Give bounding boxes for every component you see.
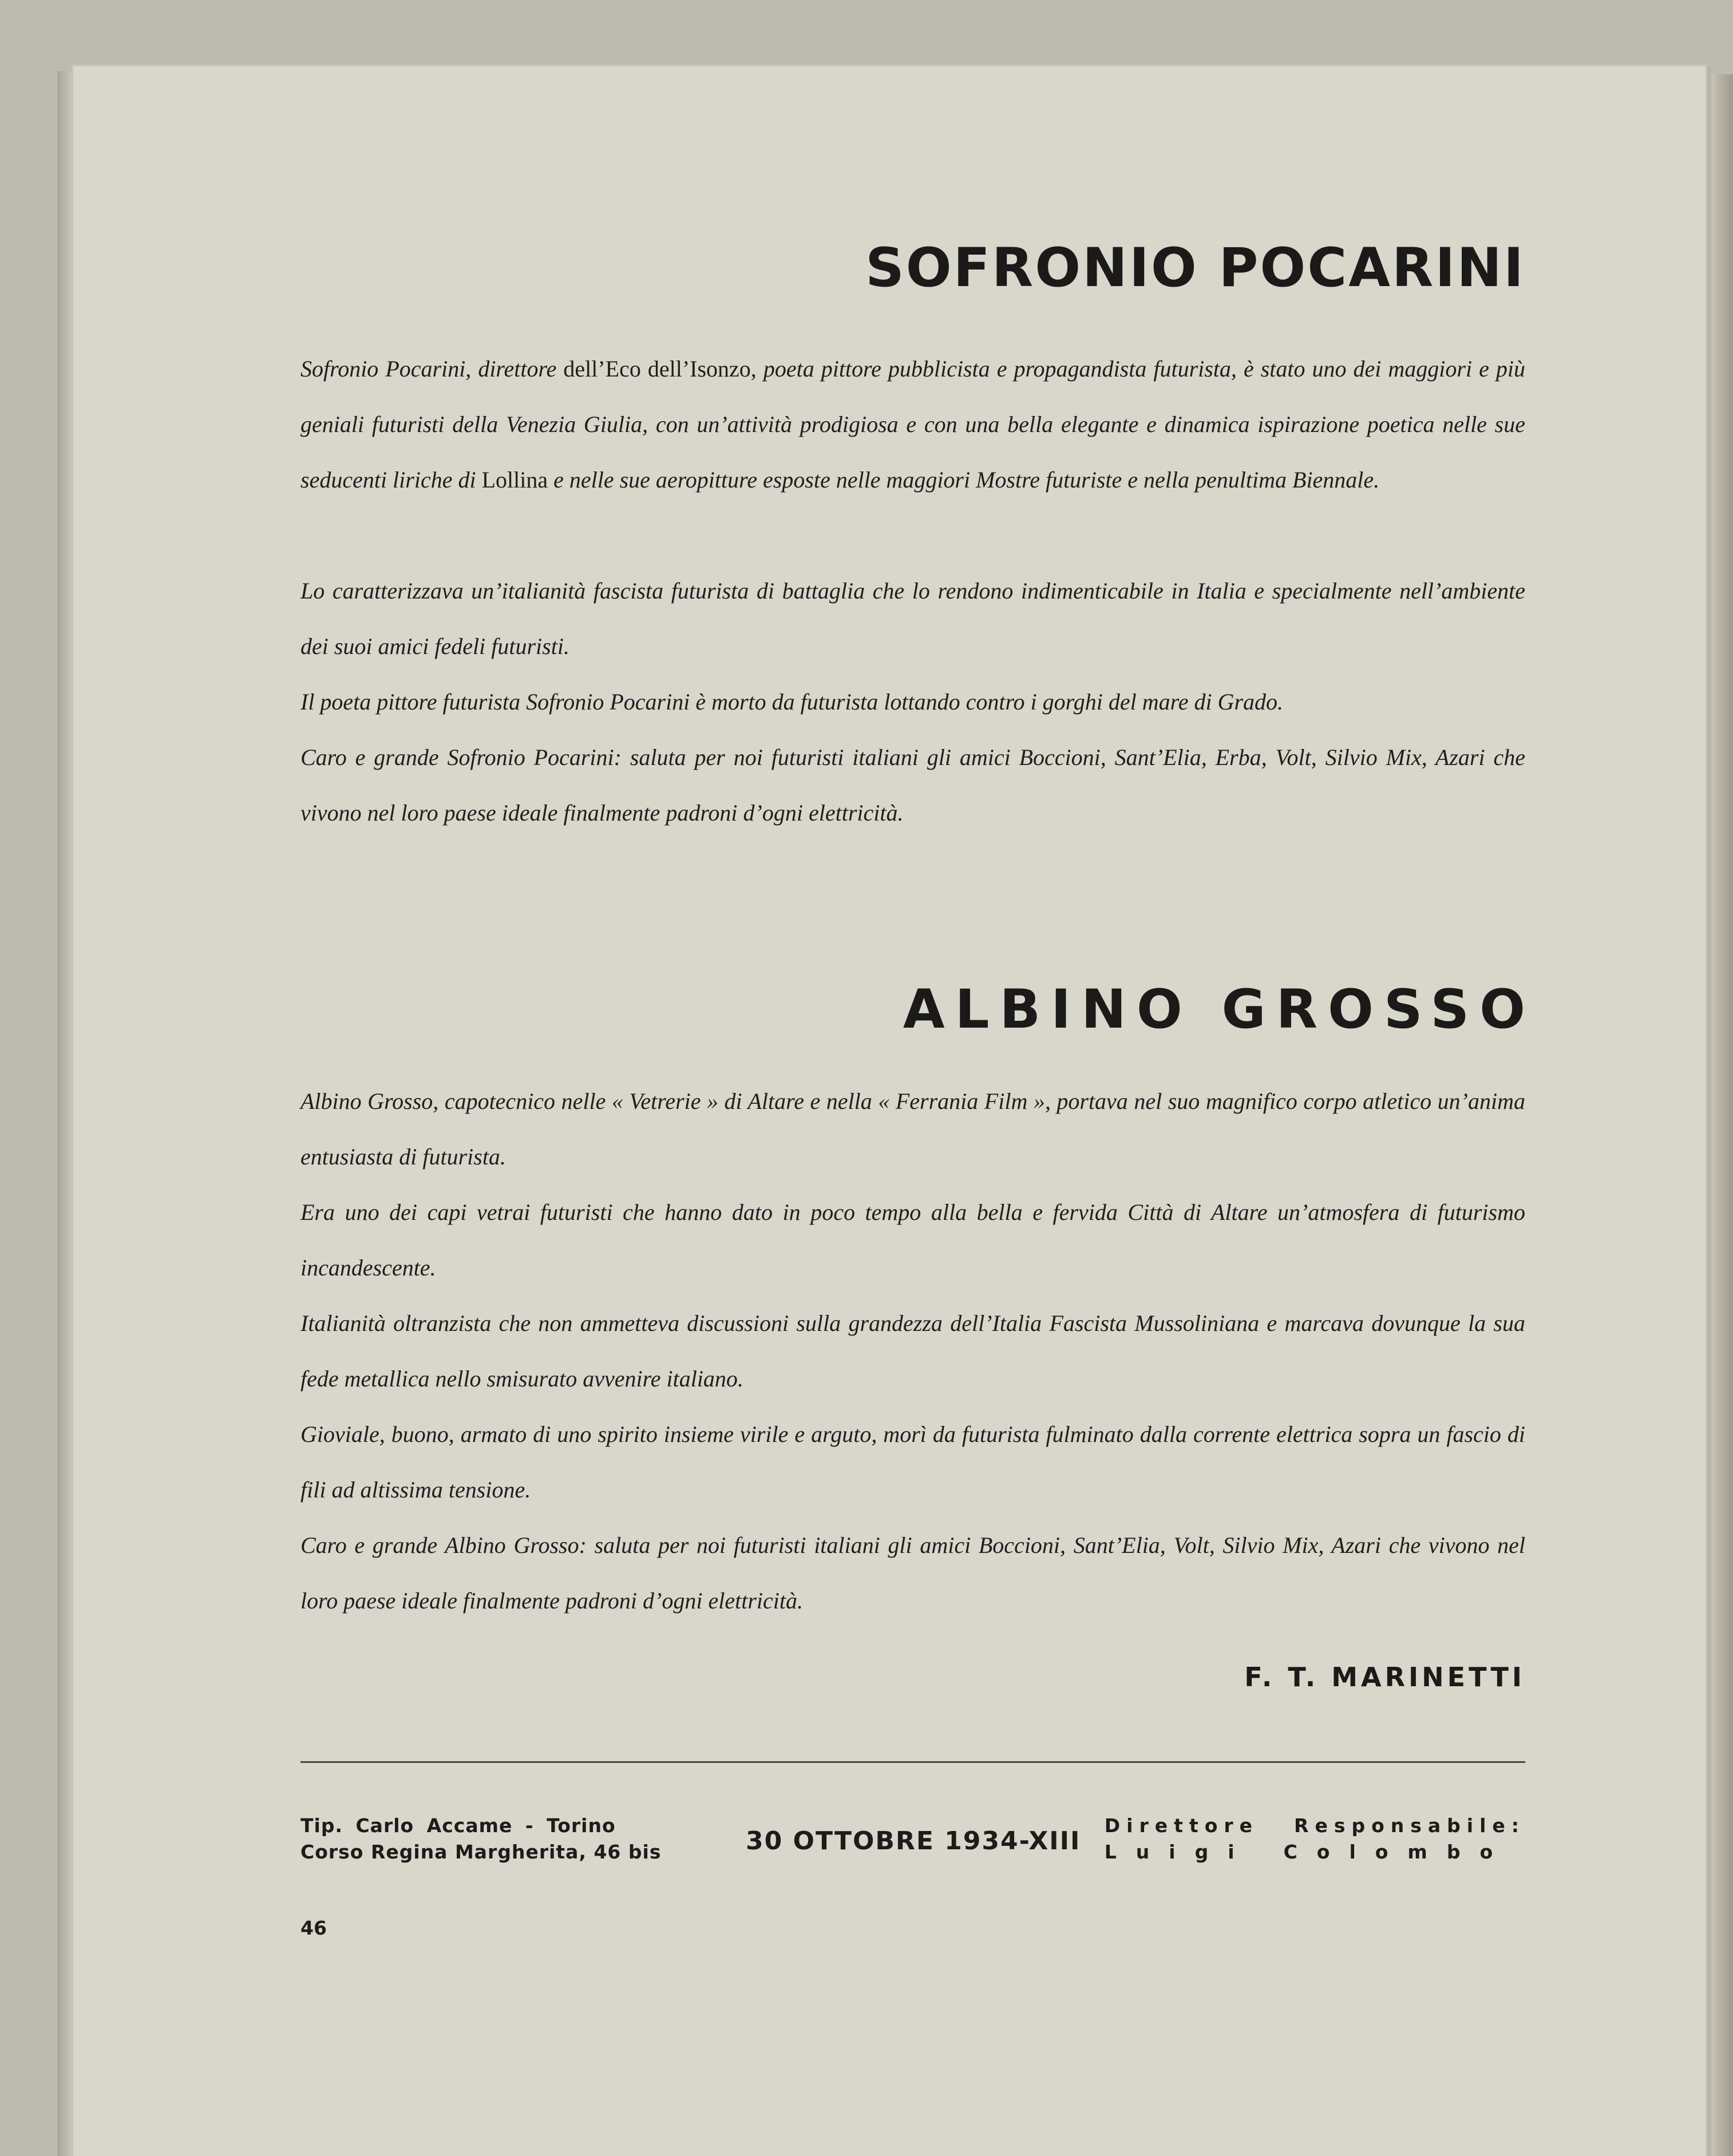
article-paragraph: Caro e grande Sofronio Pocarini: saluta per noi futuristi italiani gli amici Boccioni, Sant’Elia, Erba, Volt, Silvio Mix, Azari che vivono nel loro paese ideale finalmente padroni d’ogni elettricità. <box>300 744 1525 826</box>
work-title: Lollina <box>481 467 548 493</box>
director-label-row <box>1105 1813 1525 1839</box>
article-paragraph: Albino Grosso, capotecnico nelle « Vetrerie » di Altare e nella « Ferrania Film », portava nel suo magnifico corpo atletico un’anima entusiasta di futurista. <box>300 1088 1525 1170</box>
article-paragraph: Lo caratterizzava un’italianità fascista futurista di battaglia che lo rendono indimenticabile in Italia e specialmente nell’ambiente dei suoi amici fedeli futuristi. <box>300 578 1525 659</box>
article-paragraph: Era uno dei capi vetrai futuristi che hanno dato in poco tempo alla bella e fervida Città di Altare un’atmosfera di futurismo incandescente. <box>300 1199 1525 1281</box>
article-paragraph: Gioviale, buono, armato di uno spirito insieme virile e arguto, morì da futurista fulminato dalla corrente elettrica sopra un fascio di fili ad altissima tensione. <box>300 1421 1525 1503</box>
director-last-name: Colombo <box>1283 1841 1513 1863</box>
issue-date: 30 OTTOBRE 1934-XIII <box>746 1826 1081 1856</box>
article-paragraph: Caro e grande Albino Grosso: saluta per noi futuristi italiani gli amici Boccioni, Sant’Elia, Volt, Silvio Mix, Azari che vivono nel loro paese ideale finalmente padroni d’ogni elettricità. <box>300 1532 1525 1614</box>
director-name-row <box>1105 1839 1525 1865</box>
director-label: Direttore <box>1104 1814 1259 1837</box>
page-right-edge <box>1706 74 1733 2156</box>
printer-info <box>300 1813 661 1865</box>
article-title-grosso: ALBINO GROSSO <box>903 978 1536 1041</box>
article-title-pocarini: SOFRONIO POCARINI <box>865 237 1525 299</box>
paragraph-text: e nelle sue aeropitture esposte nelle maggiori Mostre futuriste e nella penultima Biennale. <box>548 467 1380 493</box>
printer-address: Corso Regina Margherita, 46 bis <box>300 1841 662 1863</box>
article-paragraph <box>300 341 1525 508</box>
page-left-edge <box>57 71 73 2156</box>
paragraph-text: Sofronio Pocarini, direttore <box>300 356 564 382</box>
paragraph-text: poeta pittore pubblicista e propagandista futurista, è stato uno dei maggiori e più geniali futuristi della Venezia Giulia, con un’attività prodigiosa e con una bella elegante e dinamica ispirazione poetica nelle sue seducenti liriche di <box>300 356 1525 493</box>
author-signature: F. T. MARINETTI <box>1244 1662 1525 1693</box>
footer-divider <box>300 1761 1525 1763</box>
director-info <box>1105 1813 1525 1865</box>
printer-line: Tip. Carlo Accame - Torino <box>300 1814 616 1837</box>
article-paragraph: Italianità oltranzista che non ammetteva discussioni sulla grandezza dell’Italia Fascista Mussoliniana e marcava dovunque la sua fede metallica nello smisurato avvenire italiano. <box>300 1310 1525 1392</box>
newspaper-name: dell’Eco dell’Isonzo, <box>563 356 757 382</box>
director-first-name: Luigi <box>1104 1841 1254 1863</box>
article-paragraph: Il poeta pittore futurista Sofronio Pocarini è morto da futurista lottando contro i gorghi del mare di Grado. <box>300 689 1284 715</box>
page-number: 46 <box>300 1917 327 1939</box>
responsible-label: Responsabile: <box>1294 1814 1525 1837</box>
